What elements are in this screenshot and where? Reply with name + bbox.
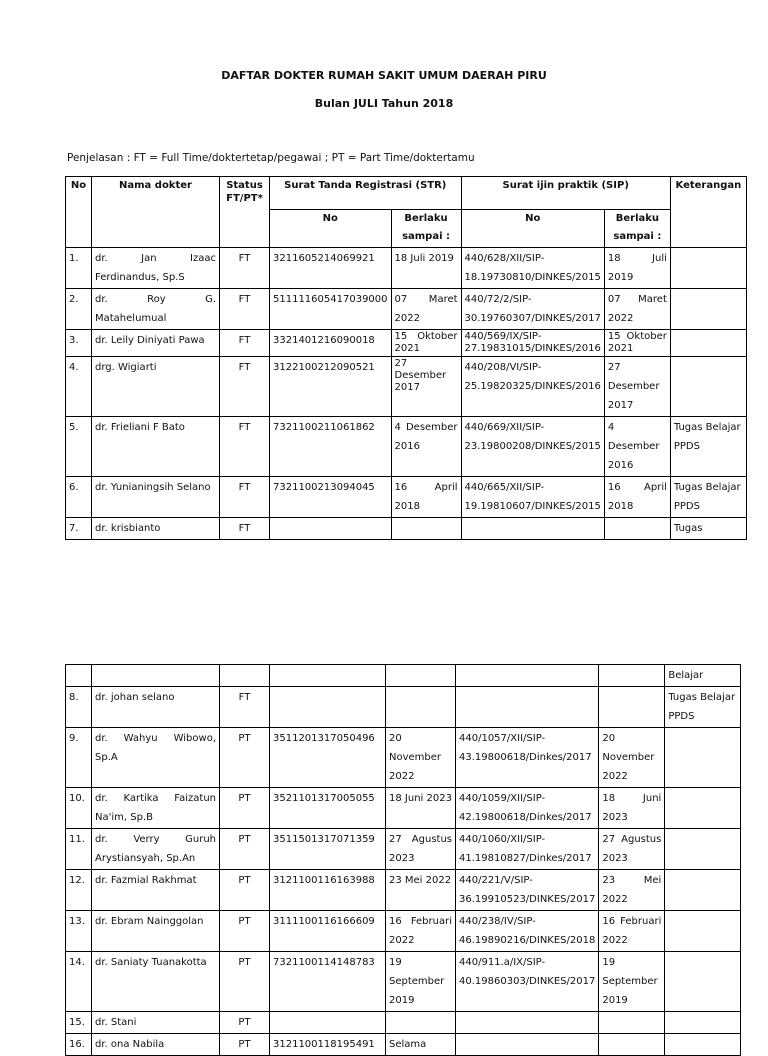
cell-sip-no: 440/569/IX/SIP-27.19831015/DINKES/2016: [461, 330, 604, 357]
cell-str-no: 3521101317005055: [270, 788, 386, 829]
header-str-no: No: [270, 210, 392, 248]
cell-no: 4.: [66, 357, 92, 417]
document-title: DAFTAR DOKTER RUMAH SAKIT UMUM DAERAH PIRU: [221, 69, 547, 82]
table-row: [66, 911, 741, 952]
cell-keterangan: [665, 870, 741, 911]
cell-no: 2.: [66, 289, 92, 330]
table-row: [66, 248, 747, 289]
cell-str-berlaku: 16 Februari 2022: [386, 911, 456, 952]
cell-status: FT: [220, 330, 270, 357]
cell-nama-dokter: dr. Frieliani F Bato: [92, 417, 220, 477]
cell-status: FT: [220, 248, 270, 289]
cell-str-berlaku: 15 Oktober 2021: [391, 330, 461, 357]
cell-sip-berlaku: 20 November 2022: [599, 728, 665, 788]
cell-str-berlaku: [386, 687, 456, 728]
header-keterangan: Keterangan: [670, 177, 746, 248]
cell-keterangan: Belajar: [665, 665, 741, 687]
cell-status: PT: [220, 788, 270, 829]
cell-str-no: 3511201317050496: [270, 728, 386, 788]
cell-str-no: [270, 518, 392, 540]
cell-sip-berlaku: [599, 687, 665, 728]
cell-sip-berlaku: 23 Mei 2022: [599, 870, 665, 911]
cell-sip-berlaku: 4 Desember 2016: [604, 417, 670, 477]
doctor-table-part-1: [65, 176, 747, 540]
cell-no: 12.: [66, 870, 92, 911]
cell-str-no: 511111605417039000: [270, 289, 392, 330]
document-subtitle: Bulan JULI Tahun 2018: [314, 97, 454, 110]
cell-status: FT: [220, 357, 270, 417]
table-row: [66, 665, 741, 687]
cell-keterangan: Tugas: [670, 518, 746, 540]
cell-str-no: 7321100114148783: [270, 952, 386, 1012]
cell-str-berlaku: 27 Agustus 2023: [386, 829, 456, 870]
cell-sip-berlaku: 07 Maret 2022: [604, 289, 670, 330]
cell-sip-no: 440/72/2/SIP-30.19760307/DINKES/2017: [461, 289, 604, 330]
cell-nama-dokter: dr. Roy G. Matahelumual: [92, 289, 220, 330]
cell-nama-dokter: dr. Fazmial Rakhmat: [92, 870, 220, 911]
cell-str-berlaku: 18 Juli 2019: [391, 248, 461, 289]
table-row: [66, 477, 747, 518]
cell-str-berlaku: 18 Juni 2023: [386, 788, 456, 829]
cell-sip-no: 440/238/IV/SIP-46.19890216/DINKES/2018: [456, 911, 599, 952]
cell-nama-dokter: dr. Jan Izaac Ferdinandus, Sp.S: [92, 248, 220, 289]
cell-sip-no: 440/1057/XII/SIP-43.19800618/Dinkes/2017: [456, 728, 599, 788]
cell-str-no: 3121100116163988: [270, 870, 386, 911]
table-row: [66, 1034, 741, 1056]
cell-status: PT: [220, 1034, 270, 1056]
cell-str-berlaku: 27 Desember 2017: [391, 357, 461, 417]
cell-keterangan: [665, 728, 741, 788]
cell-nama-dokter: dr. Wahyu Wibowo, Sp.A: [92, 728, 220, 788]
cell-sip-berlaku: [599, 1034, 665, 1056]
cell-nama-dokter: dr. Ebram Nainggolan: [92, 911, 220, 952]
cell-status: PT: [220, 952, 270, 1012]
cell-keterangan: Tugas Belajar PPDS: [665, 687, 741, 728]
cell-no: 16.: [66, 1034, 92, 1056]
cell-sip-no: [456, 1012, 599, 1034]
cell-keterangan: [665, 952, 741, 1012]
table-row: [66, 829, 741, 870]
header-sip-berlaku: Berlaku sampai :: [604, 210, 670, 248]
cell-sip-no: [461, 518, 604, 540]
cell-sip-berlaku: [604, 518, 670, 540]
cell-status: FT: [220, 687, 270, 728]
cell-nama-dokter: dr. johan selano: [92, 687, 220, 728]
cell-sip-no: 440/911.a/IX/SIP-40.19860303/DINKES/2017: [456, 952, 599, 1012]
doctor-table-part-2: [65, 664, 741, 1056]
cell-sip-no: 440/1059/XII/SIP-42.19800618/Dinkes/2017: [456, 788, 599, 829]
cell-sip-berlaku: 18 Juni 2023: [599, 788, 665, 829]
cell-sip-no: 440/208/VI/SIP-25.19820325/DINKES/2016: [461, 357, 604, 417]
header-nama-dokter: Nama dokter: [92, 177, 220, 248]
cell-status: PT: [220, 911, 270, 952]
table-row: [66, 330, 747, 357]
cell-sip-no: [456, 665, 599, 687]
cell-status: PT: [220, 728, 270, 788]
cell-str-berlaku: 07 Maret 2022: [391, 289, 461, 330]
cell-str-no: 3211605214069921: [270, 248, 392, 289]
cell-str-no: 7321100211061862: [270, 417, 392, 477]
cell-no: 14.: [66, 952, 92, 1012]
cell-no: 6.: [66, 477, 92, 518]
cell-no: 8.: [66, 687, 92, 728]
cell-str-berlaku: 23 Mei 2022: [386, 870, 456, 911]
table-row: [66, 357, 747, 417]
cell-keterangan: [665, 829, 741, 870]
cell-str-no: 3122100212090521: [270, 357, 392, 417]
cell-keterangan: [665, 1012, 741, 1034]
cell-keterangan: [670, 289, 746, 330]
table-row: [66, 728, 741, 788]
cell-sip-no: [456, 1034, 599, 1056]
cell-sip-no: [456, 687, 599, 728]
cell-nama-dokter: [92, 665, 220, 687]
cell-nama-dokter: dr. Yunianingsih Selano: [92, 477, 220, 518]
cell-status: PT: [220, 829, 270, 870]
cell-nama-dokter: dr. Saniaty Tuanakotta: [92, 952, 220, 1012]
table-row: [66, 870, 741, 911]
cell-sip-berlaku: 18 Juli 2019: [604, 248, 670, 289]
table-row: [66, 1012, 741, 1034]
cell-no: 10.: [66, 788, 92, 829]
explanation-note: Penjelasan : FT = Full Time/doktertetap/pegawai ; PT = Part Time/doktertamu: [67, 152, 475, 164]
cell-sip-berlaku: 16 April 2018: [604, 477, 670, 518]
cell-no: [66, 665, 92, 687]
cell-no: 15.: [66, 1012, 92, 1034]
cell-str-berlaku: Selama: [386, 1034, 456, 1056]
cell-no: 9.: [66, 728, 92, 788]
cell-str-berlaku: [391, 518, 461, 540]
cell-no: 3.: [66, 330, 92, 357]
cell-sip-berlaku: [599, 1012, 665, 1034]
cell-no: 7.: [66, 518, 92, 540]
header-str-berlaku: Berlaku sampai :: [391, 210, 461, 248]
header-no: No: [66, 177, 92, 248]
cell-str-no: [270, 1012, 386, 1034]
cell-str-berlaku: [386, 1012, 456, 1034]
cell-keterangan: Tugas Belajar PPDS: [670, 477, 746, 518]
table-row: [66, 952, 741, 1012]
table-row: [66, 788, 741, 829]
cell-status: [220, 665, 270, 687]
table-row: [66, 417, 747, 477]
cell-keterangan: [665, 1034, 741, 1056]
header-status: Status FT/PT*: [220, 177, 270, 248]
cell-keterangan: [665, 911, 741, 952]
cell-sip-berlaku: 27 Agustus 2023: [599, 829, 665, 870]
cell-status: FT: [220, 417, 270, 477]
cell-status: FT: [220, 289, 270, 330]
cell-no: 13.: [66, 911, 92, 952]
header-sip-no: No: [461, 210, 604, 248]
cell-str-no: 3121100118195491: [270, 1034, 386, 1056]
cell-status: FT: [220, 518, 270, 540]
cell-str-berlaku: [386, 665, 456, 687]
header-str: Surat Tanda Registrasi (STR): [270, 177, 462, 210]
cell-sip-berlaku: [599, 665, 665, 687]
cell-nama-dokter: dr. Verry Guruh Arystiansyah, Sp.An: [92, 829, 220, 870]
cell-nama-dokter: dr. Leily Diniyati Pawa: [92, 330, 220, 357]
cell-keterangan: [670, 248, 746, 289]
table-row: [66, 518, 747, 540]
cell-str-no: [270, 665, 386, 687]
cell-no: 11.: [66, 829, 92, 870]
cell-nama-dokter: dr. ona Nabila: [92, 1034, 220, 1056]
cell-nama-dokter: dr. Stani: [92, 1012, 220, 1034]
cell-keterangan: [670, 357, 746, 417]
cell-sip-berlaku: 19 September 2019: [599, 952, 665, 1012]
cell-keterangan: Tugas Belajar PPDS: [670, 417, 746, 477]
cell-str-no: 7321100213094045: [270, 477, 392, 518]
cell-keterangan: [665, 788, 741, 829]
cell-str-berlaku: 16 April 2018: [391, 477, 461, 518]
cell-status: PT: [220, 1012, 270, 1034]
cell-nama-dokter: dr. krisbianto: [92, 518, 220, 540]
cell-str-no: [270, 687, 386, 728]
cell-sip-berlaku: 15 Oktober 2021: [604, 330, 670, 357]
cell-str-berlaku: 4 Desember 2016: [391, 417, 461, 477]
cell-nama-dokter: dr. Kartika Faizatun Na'im, Sp.B: [92, 788, 220, 829]
cell-status: PT: [220, 870, 270, 911]
cell-no: 1.: [66, 248, 92, 289]
cell-keterangan: [670, 330, 746, 357]
cell-str-no: 3511501317071359: [270, 829, 386, 870]
header-sip: Surat ijin praktik (SIP): [461, 177, 670, 210]
cell-sip-no: 440/669/XII/SIP-23.19800208/DINKES/2015: [461, 417, 604, 477]
cell-sip-berlaku: 27 Desember 2017: [604, 357, 670, 417]
table-row: [66, 289, 747, 330]
cell-sip-no: 440/628/XII/SIP-18.19730810/DINKES/2015: [461, 248, 604, 289]
cell-str-no: 3321401216090018: [270, 330, 392, 357]
cell-str-berlaku: 19 September 2019: [386, 952, 456, 1012]
cell-sip-no: 440/665/XII/SIP-19.19810607/DINKES/2015: [461, 477, 604, 518]
cell-str-no: 3111100116166609: [270, 911, 386, 952]
cell-sip-no: 440/221/V/SIP-36.19910523/DINKES/2017: [456, 870, 599, 911]
cell-str-berlaku: 20 November 2022: [386, 728, 456, 788]
cell-nama-dokter: drg. Wigiarti: [92, 357, 220, 417]
cell-sip-berlaku: 16 Februari 2022: [599, 911, 665, 952]
cell-no: 5.: [66, 417, 92, 477]
cell-status: FT: [220, 477, 270, 518]
cell-sip-no: 440/1060/XII/SIP-41.19810827/Dinkes/2017: [456, 829, 599, 870]
table-row: [66, 687, 741, 728]
